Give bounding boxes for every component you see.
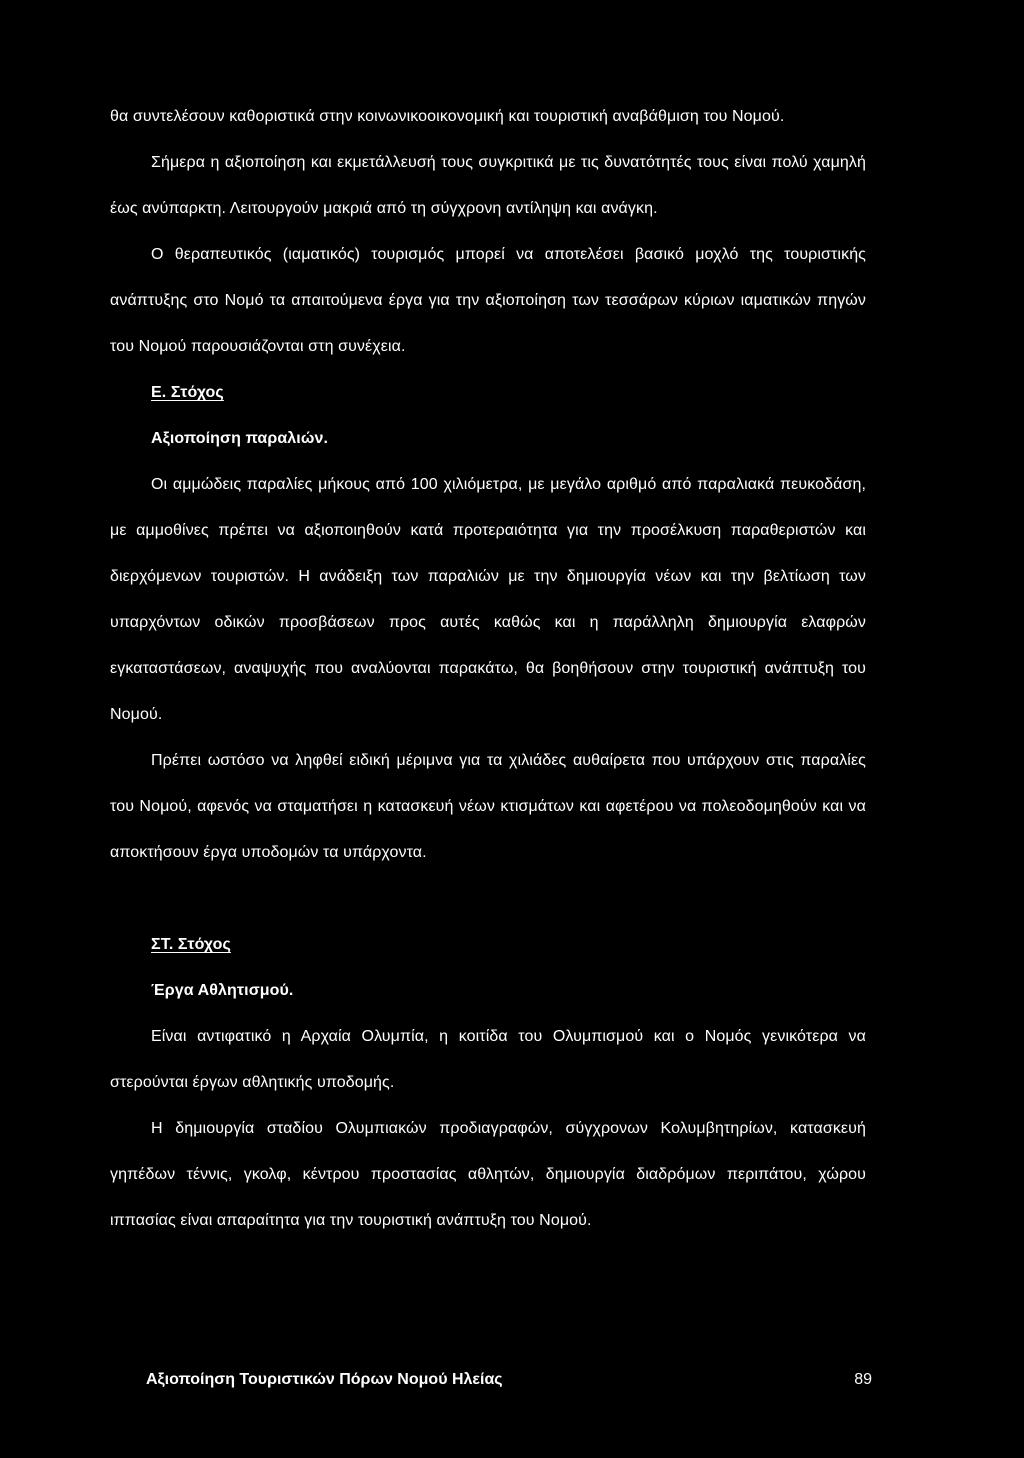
footer-title: Αξιοποίηση Τουριστικών Πόρων Νομού Ηλείας [146,1371,503,1388]
section-subtitle-e: Αξιοποίηση παραλιών. [151,430,328,447]
paragraph: θα συντελέσουν καθοριστικά στην κοινωνικοοικονομική και τουριστική αναβάθμιση του Νομού. [110,108,785,125]
paragraph: Είναι αντιφατικό η Αρχαία Ολυμπία, η κοιτίδα του Ολυμπισμού και ο Νομός γενικότερα να στερούνται έργων αθλητικής υποδομής. [110,1028,866,1091]
page-number: 89 [854,1371,872,1388]
paragraph: Η δημιουργία σταδίου Ολυμπιακών προδιαγραφών, σύγχρονων Κολυμβητηρίων, κατασκευή γηπέδων τέννις, γκολφ, κέντρου προστασίας αθλητών, δημιουργία διαδρόμων περιπάτου, χώρου ιππασίας είναι απαραίτητα για την τουριστική ανάπτυξη του Νομού. [110,1120,866,1229]
paragraph: Οι αμμώδεις παραλίες μήκους από 100 χιλιόμετρα, με μεγάλο αριθμό από παραλιακά πευκοδάση, με αμμοθίνες πρέπει να αξιοποιηθούν κατά προτεραιότητα για την προσέλκυση παραθεριστών και διερχόμενων τουριστών. Η ανάδειξη των παραλιών με την δημιουργία νέων και την βελτίωση των υπαρχόντων οδικών προσβάσεων προς αυτές καθώς και η παράλληλη δημιουργία ελαφρών εγκαταστάσεων, αναψυχής που αναλύονται παρακάτω, θα βοηθήσουν στην τουριστική ανάπτυξη του Νομού. [110,476,866,723]
document-body [110,94,866,1244]
section-heading-e [110,370,866,416]
page-footer [146,1371,872,1389]
spacer [110,876,866,922]
section-subtitle-st: Έργα Αθλητισμού. [151,982,294,999]
paragraph: Σήμερα η αξιοποίηση και εκμετάλλευσή τους συγκριτικά με τις δυνατότητές τους είναι πολύ χαμηλή έως ανύπαρκτη. Λειτουργούν μακριά από τη σύγχρονη αντίληψη και ανάγκη. [110,154,866,217]
section-heading-st-text: ΣΤ. Στόχος [151,936,231,953]
section-heading-st [110,922,866,968]
paragraph: Πρέπει ωστόσο να ληφθεί ειδική μέριμνα για τα χιλιάδες αυθαίρετα που υπάρχουν στις παραλίες του Νομού, αφενός να σταματήσει η κατασκευή νέων κτισμάτων και αφετέρου να πολεοδομηθούν και να αποκτήσουν έργα υποδομών τα υπάρχοντα. [110,752,866,861]
paragraph: Ο θεραπευτικός (ιαματικός) τουρισμός μπορεί να αποτελέσει βασικό μοχλό της τουριστικής ανάπτυξης στο Νομό τα απαιτούμενα έργα για την αξιοποίηση των τεσσάρων κύριων ιαματικών πηγών του Νομού παρουσιάζονται στη συνέχεια. [110,246,866,355]
section-heading-e-text: Ε. Στόχος [151,384,224,401]
